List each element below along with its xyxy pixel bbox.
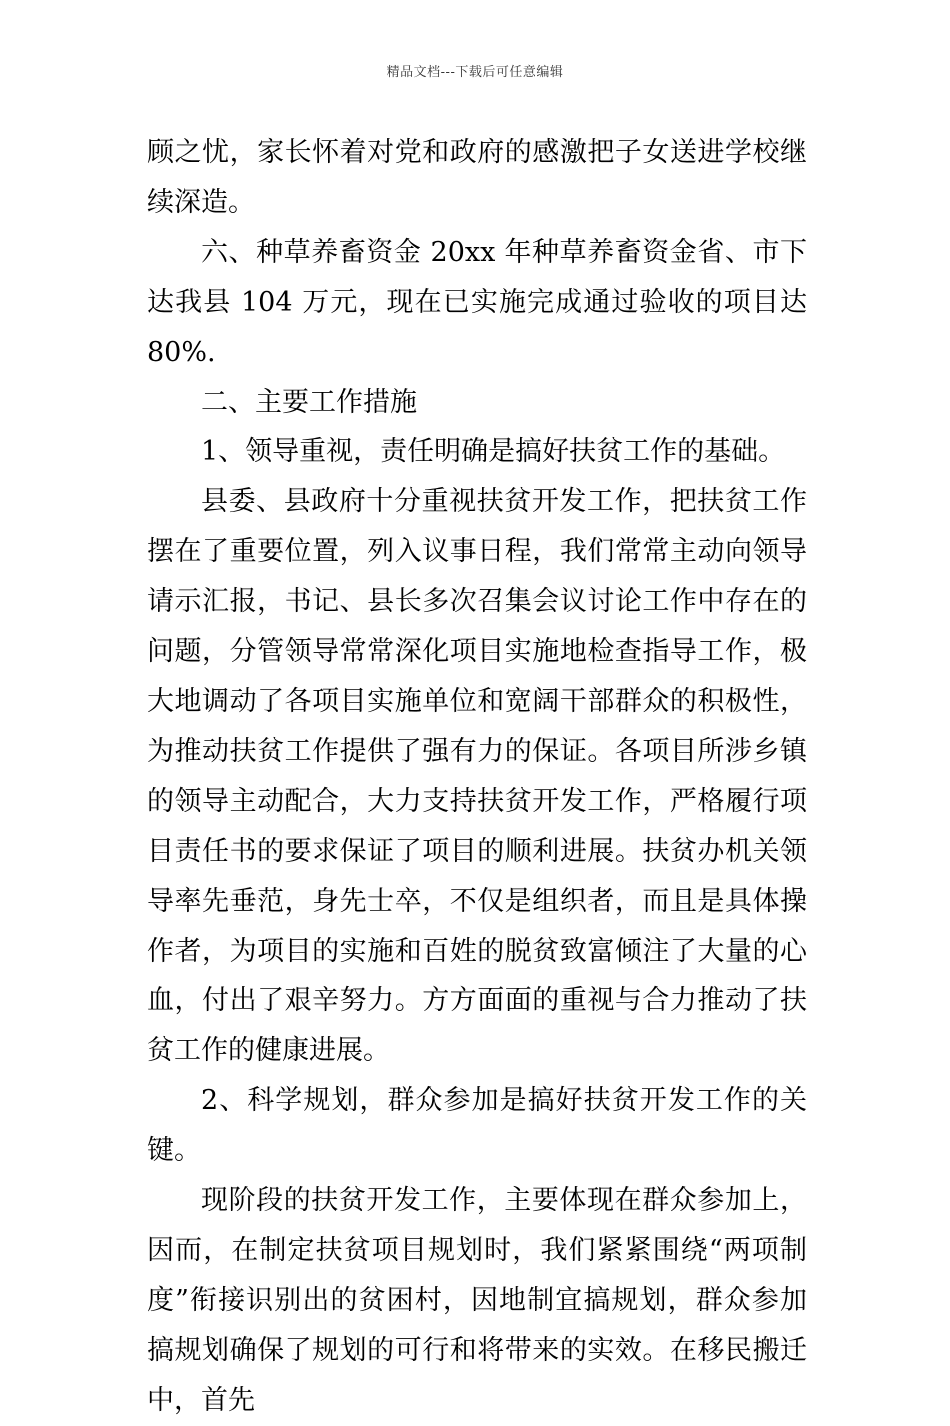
subheading-2: 2、科学规划，群众参加是搞好扶贫开发工作的关键。 <box>147 1085 807 1167</box>
document-body <box>147 128 807 1426</box>
paragraph-4: 现阶段的扶贫开发工作，主要体现在群众参加上，因而，在制定扶贫项目规划时，我们紧紧围绕“两项制度”衔接识别出的贫困村，因地制宜搞规划，群众参加搞规划确保了规划的可行和将带来的实效。在移民搬迁中，首先 <box>147 1185 807 1416</box>
paragraph-2: 六、种草养畜资金 20xx 年种草养畜资金省、市下达我县 104 万元，现在已实施完成通过验收的项目达 80%. <box>147 236 807 368</box>
subheading-1: 1、领导重视，责任明确是搞好扶贫工作的基础。 <box>201 436 786 468</box>
section-heading: 二、主要工作措施 <box>201 386 417 418</box>
paragraph-3: 县委、县政府十分重视扶贫开发工作，把扶贫工作摆在了重要位置，列入议事日程，我们常常主动向领导请示汇报，书记、县长多次召集会议讨论工作中存在的问题，分管领导常常深化项目实施地检查指导工作，极大地调动了各项目实施单位和宽阔干部群众的积极性，为推动扶贫工作提供了强有力的保证。各项目所涉乡镇的领导主动配合，大力支持扶贫开发工作，严格履行项目责任书的要求保证了项目的顺利进展。扶贫办机关领导率先垂范，身先士卒，不仅是组织者，而且是具体操作者，为项目的实施和百姓的脱贫致富倾注了大量的心血，付出了艰辛努力。方方面面的重视与合力推动了扶贫工作的健康进展。 <box>147 486 807 1067</box>
page-header: 精品文档---下载后可任意编辑 <box>386 65 564 80</box>
paragraph-1: 顾之忧，家长怀着对党和政府的感激把子女送进学校继续深造。 <box>147 137 807 218</box>
